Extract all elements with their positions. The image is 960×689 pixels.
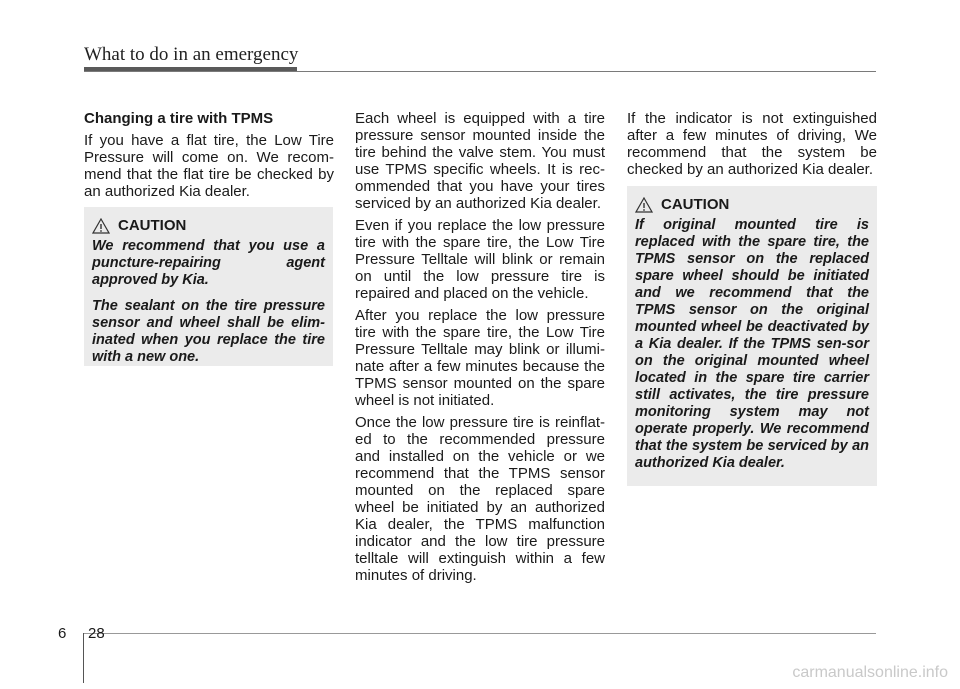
- caution-2-para-1: If original mounted tire is replaced with the spare tire, the TPMS sensor on the replaced spare wheel should be initiated and we recommend that the TPMS sensor on the original mounted wheel be deactivated by a Kia dealer. If the TPMS sen-sor on the original mounted wheel located in the spare tire carrier still activates, the tire pressure monitoring system may not operate properly. We recommend that the system be serviced by an authorized Kia dealer.: [635, 217, 869, 471]
- page-number: 28: [88, 625, 105, 642]
- column-3-paragraph: If the indicator is not extinguished after a few minutes of driving, We recommend that the system be checked by an authorized Kia dealer.: [627, 110, 877, 178]
- watermark: carmanualsonline.info: [792, 664, 948, 681]
- caution-box-2: [627, 186, 877, 486]
- column-3: [627, 110, 877, 183]
- caution-1-para-1: We recommend that you use a puncture-repairing agent approved by Kia.: [92, 238, 325, 288]
- footer-divider: [83, 633, 84, 683]
- column-2-para-2: Even if you replace the low pressure tire with the spare tire, the Low Tire Pressure Telltale will blink or remain on until the low pressure tire is repaired and placed on the vehicle.: [355, 217, 605, 302]
- column-1: [84, 110, 334, 205]
- column-2-para-4: Once the low pressure tire is reinflat-ed to the recommended pressure and installed on the vehicle or we recommend that the TPMS sensor mounted on the replaced spare wheel be initiated by an authorized Kia dealer, the TPMS malfunction indicator and the low tire pressure telltale will extinguish within a few minutes of driving.: [355, 414, 605, 584]
- column-1-paragraph: If you have a flat tire, the Low Tire Pressure will come on. We recom-mend that the flat tire be checked by an authorized Kia dealer.: [84, 132, 334, 200]
- caution-1-para-2: The sealant on the tire pressure sensor and wheel shall be elim-inated when you replace the tire with a new one.: [92, 298, 325, 365]
- caution-box-1: [84, 207, 333, 366]
- column-2-para-3: After you replace the low pressure tire with the spare tire, the Low Tire Pressure Telltale may blink or illumi-nate after a few minutes because the TPMS sensor mounted on the spare wheel is not initiated.: [355, 307, 605, 409]
- column-2-para-1: Each wheel is equipped with a tire pressure sensor mounted inside the tire behind the valve stem. You must use TPMS specific wheels. It is rec-ommended that you have your tires serviced by an authorized Kia dealer.: [355, 110, 605, 212]
- header-rule-thin: [84, 71, 876, 72]
- section-number: 6: [58, 625, 67, 642]
- caution-title: CAUTION: [118, 217, 187, 234]
- caution-header: [635, 196, 869, 213]
- warning-triangle-icon: [635, 197, 653, 213]
- warning-triangle-icon: [92, 218, 110, 234]
- caution-header: [92, 217, 325, 234]
- caution-body: [635, 217, 869, 472]
- page-header-title: What to do in an emergency: [84, 44, 299, 65]
- section-heading: Changing a tire with TPMS: [84, 110, 274, 127]
- footer-rule: [83, 633, 876, 634]
- column-2: [355, 110, 605, 589]
- caution-title: CAUTION: [661, 196, 730, 213]
- caution-body: [92, 238, 325, 366]
